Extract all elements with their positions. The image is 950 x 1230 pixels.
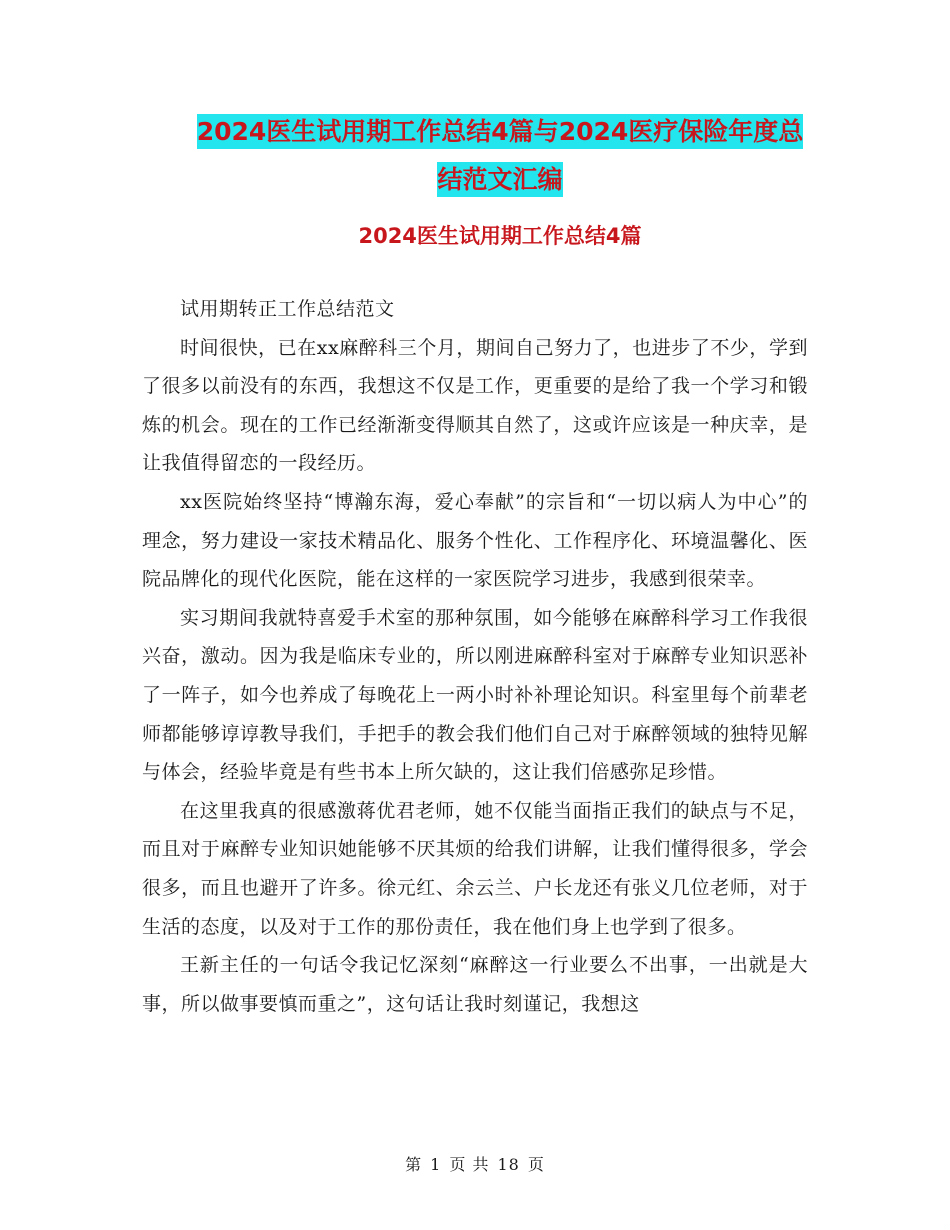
section-title: 2024医生试用期工作总结4篇 [358, 224, 642, 248]
document-title [140, 108, 860, 204]
document-title-line-2: 结范文汇编 [437, 162, 562, 197]
paragraph: xx医院始终坚持“博瀚东海，爱心奉献”的宗旨和“一切以病人为中心”的理念，努力建设一家技术精品化、服务个性化、工作程序化、环境温馨化、医院品牌化的现代化医院，能在这样的一家医院学习进步，我感到很荣幸。 [142, 490, 808, 591]
footer-total-pages: 18 [497, 1155, 520, 1174]
paragraph: 在这里我真的很感激蒋优君老师，她不仅能当面指正我们的缺点与不足，而且对于麻醉专业知识她能够不厌其烦的给我们讲解，让我们懂得很多，学会很多，而且也避开了许多。徐元红、余云兰、户长龙还有张义几位老师，对于生活的态度，以及对于工作的那份责任，我在他们身上也学到了很多。 [142, 799, 808, 938]
document-title-line-1: 2024医生试用期工作总结4篇与2024医疗保险年度总 [197, 114, 804, 149]
paragraph-subtitle: 试用期转正工作总结范文 [180, 298, 395, 320]
paragraph: 时间很快，已在xx麻醉科三个月，期间自己努力了，也进步了不少，学到了很多以前没有的东西，我想这不仅是工作，更重要的是给了我一个学习和锻炼的机会。现在的工作已经渐渐变得顺其自然了，这或许应该是一种庆幸，是让我值得留恋的一段经历。 [142, 336, 808, 475]
footer-suffix: 页 [527, 1155, 545, 1174]
paragraph: 王新主任的一句话令我记忆深刻“麻醉这一行业要么不出事，一出就是大事，所以做事要慎而重之”，这句话让我时刻谨记，我想这 [142, 954, 808, 1015]
paragraph: 实习期间我就特喜爱手术室的那种氛围，如今能够在麻醉科学习工作我很兴奋，激动。因为我是临床专业的，所以刚进麻醉科室对于麻醉专业知识恶补了一阵子，如今也养成了每晚花上一两小时补补理论知识。科室里每个前辈老师都能够谆谆教导我们，手把手的教会我们他们自己对于麻醉领域的独特见解与体会，经验毕竟是有些书本上所欠缺的，这让我们倍感弥足珍惜。 [142, 606, 808, 784]
document-body [142, 290, 808, 1023]
footer-middle: 页 共 [449, 1155, 490, 1174]
footer-prefix: 第 [405, 1155, 423, 1174]
footer-page-number: 1 [430, 1155, 442, 1174]
page-footer [0, 1153, 950, 1177]
